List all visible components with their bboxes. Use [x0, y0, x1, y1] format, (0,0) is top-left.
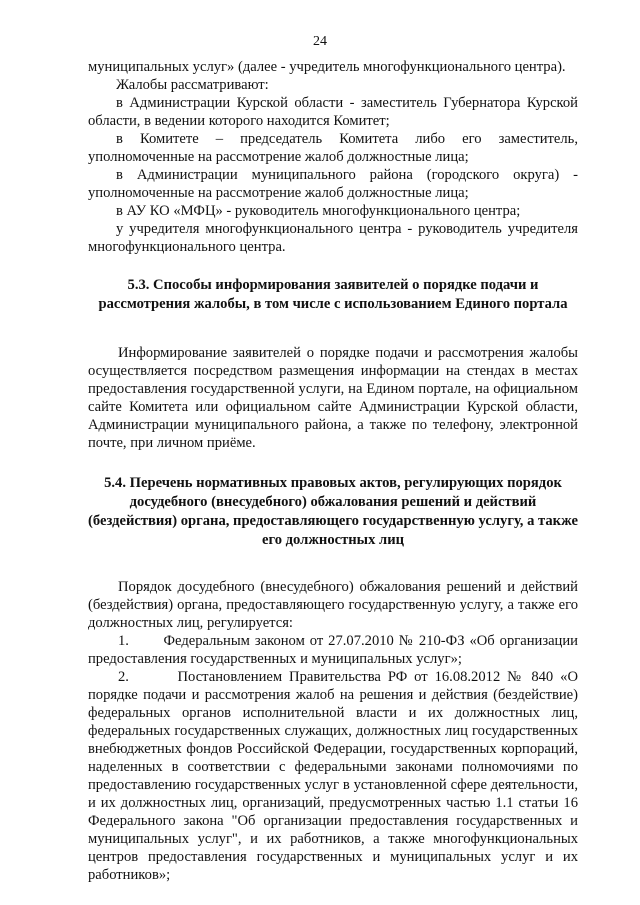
section-5-4-heading: 5.4. Перечень нормативных правовых актов, регулирующих порядок досудебного (внесудебного) обжалования решений и действий (бездействия) органа, предоставляющего государственную услугу, а также его должностных лиц — [88, 475, 578, 548]
section-5-4-item-1: 1. Федеральным законом от 27.07.2010 № 210-ФЗ «Об организации предоставления государственных и муниципальных услуг»; — [88, 633, 578, 667]
paragraph-continuation: муниципальных услуг» (далее - учредитель многофункционального центра). — [88, 59, 566, 75]
section-5-3-text: Информирование заявителей о порядке подачи и рассмотрения жалобы осуществляется посредством размещения информации на стендах в местах предоставления государственной услуги, на Едином портале, на официальном сайте Комитета или официальном сайте Администрации Курской области, Администрации муниципального района, а также по телефону, электронной почте, при личном приёме. — [88, 345, 578, 451]
section-5-4-intro: Порядок досудебного (внесудебного) обжалования решений и действий (бездействия) органа, предоставляющего государственную услугу, а также его должностных лиц, регулируется: — [88, 579, 578, 631]
section-5-3-heading: 5.3. Способы информирования заявителей о порядке подачи и рассмотрения жалобы, в том числе с использованием Единого портала — [98, 277, 568, 312]
paragraph-complaint-region: в Администрации Курской области - заместитель Губернатора Курской области, в ведении которого находится Комитет; — [88, 95, 578, 129]
section-5-4-item-2: 2. Постановлением Правительства РФ от 16.08.2012 № 840 «О порядке подачи и рассмотрения жалоб на решения и действия (бездействие) федеральных органов исполнительной власти и их должностных лиц, федеральных государственных служащих, должностных лиц государственных внебюджетных фондов Российской Федерации, государственных корпораций, наделенных в соответствии с федеральными законами полномочиями по предоставлению государственных услуг в установленной сфере деятельности, и их должностных лиц, организаций, предусмотренных частью 1.1 статьи 16 Федерального закона "Об организации предоставления государственных и муниципальных услуг", и их работников, а также многофункциональных центров предоставления государственных и муниципальных услуг и их работников»; — [88, 669, 578, 883]
paragraph-complaint-mfc: в АУ КО «МФЦ» - руководитель многофункционального центра; — [116, 203, 521, 219]
paragraph-complaint-committee: в Комитете – председатель Комитета либо его заместитель, уполномоченные на рассмотрение жалоб должностные лица; — [88, 131, 578, 165]
paragraph-complaint-founder: у учредителя многофункционального центра - руководитель учредителя многофункционального центра. — [88, 221, 578, 255]
paragraph-complaints-intro: Жалобы рассматривают: — [116, 77, 269, 93]
paragraph-complaint-municipal: в Администрации муниципального района (городского округа) - уполномоченные на рассмотрение жалоб должностные лица; — [88, 167, 578, 201]
page-number: 24 — [313, 34, 327, 49]
document-body — [88, 58, 578, 884]
